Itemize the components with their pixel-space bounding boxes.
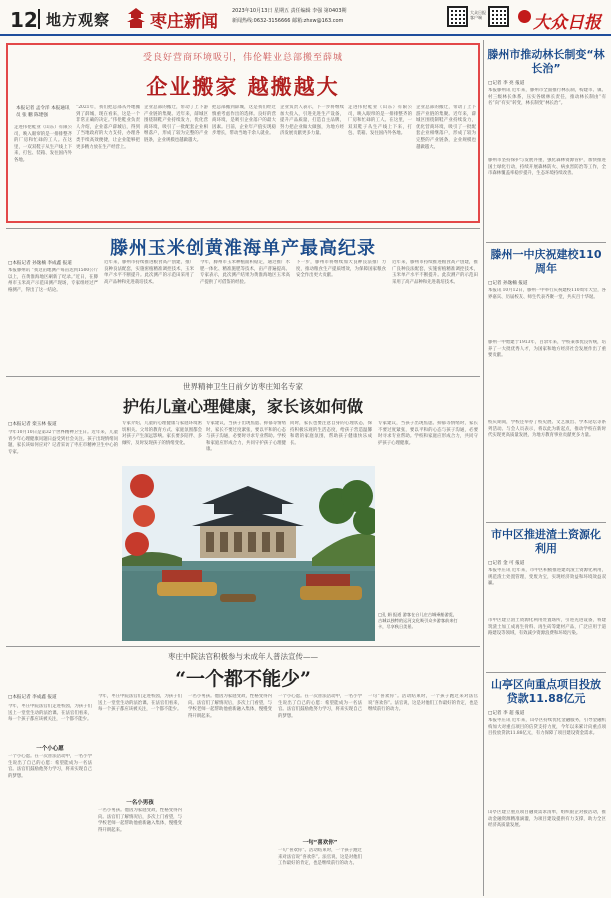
divider [6, 376, 480, 377]
qr-code-icon [447, 6, 468, 27]
rcol4-headline[interactable]: 山亭区向重点项目投放贷款11.88亿元 [491, 678, 601, 705]
story2-col-1: 本报滕州讯 “我这亩地测产每亩达到1500公斤以上，在黄淮海地区刷新了纪录。”近日，在滕州市玉米高产示范田测产现场，专家组经过严格测产，得出了这一结论。 [8, 268, 98, 293]
lead-headline: 企业搬家 越搬越大 [146, 75, 340, 99]
canal-scene-image [122, 466, 375, 641]
rcol3-body-2: 市中区建立渣土资源化利用处置场所，引进先进设备，将建筑渣土加工成再生骨料、再生砖等建材产品，广泛应用于道路建设等领域，有效减少资源浪费和环境污染。 [488, 618, 606, 637]
rcol4-body: 本报枣庄讯 近年来，山亭区持续优化金融服务，引导金融机构加大对重点项目的信贷支持力度，今年以来累计向重点项目投放贷款11.88亿元，有力保障了项目建设资金需求。 [488, 718, 606, 737]
rcol3-headline[interactable]: 市中区推进渣土资源化利用 [491, 528, 601, 555]
divider [6, 646, 480, 647]
lead-story[interactable] [6, 43, 480, 223]
lead-col-3: 企业总部的搬迁，带动了上下游产业链的集聚。近年来，薛城区围绕制鞋产业持续发力，优化营商环境，吸引了一批配套企业相继落户，形成了较为完整的产业链条，企业规模也越做越大。 [144, 105, 208, 143]
rcol2-byline: □记者 孙逸楠 报道 [488, 281, 528, 286]
story2-headline[interactable]: 滕州玉米创黄淮海单产最高纪录 [110, 238, 376, 259]
divider [486, 522, 606, 523]
lead-col-5: 企业负责人表示，下一步将继续加大投入，引进先进生产设备，提升产品质量，打造自主品牌，努力把企业做大做强，为地方经济发展贡献更多力量。 [280, 105, 344, 137]
page-number: 12 [10, 8, 38, 32]
pagoda-icon [125, 7, 147, 29]
story4-kicker: 枣庄中院法官积极参与未成年人普法宣传—— [168, 652, 318, 661]
page-header [0, 0, 611, 36]
lead-col-6: 走进伟伦鞋业（山东）有限公司，映入眼帘的是一排排整齐的厂房和忙碌的工人。在这里，一双双鞋子从生产线上下来，打包、装箱、发往国内外各地。 [348, 105, 412, 137]
rcol2-headline[interactable]: 滕州一中庆祝建校110周年 [490, 248, 602, 275]
issue-meta: 2023年10月13日 星期五 责任编辑 李强 第0403期 [232, 8, 347, 14]
rcol3-byline: □记者 金 可 报道 [488, 561, 525, 566]
story2-byline: □本报记者 孙逸楠 李成鑫 报道 [8, 261, 72, 266]
rcol2-body: 本报讯 10月12日，滕州一中举行庆祝建校110周年大会，各界嘉宾、历届校友、师生代表齐聚一堂，共庆百十华诞。 [488, 288, 606, 300]
story3-col-4: 同时，家长也要注意自身的心理状态，保持积极乐观的生活态度，给孩子营造温馨和谐的家庭氛围，帮助孩子健康快乐成长。 [290, 421, 372, 446]
story3-headline[interactable]: 护佑儿童心理健康，家长该如何做 [122, 397, 363, 416]
rcol1-byline: □记者 李 亮 报道 [488, 81, 525, 86]
lead-col-2: “2021年，我们把总部从外地搬到了薛城，现在看来，这是一个非常正确的决定。”伟伦鞋业负责人介绍，企业落户薛城后，得到了当地政府的大力支持，办理各类手续高效便捷，让企业能够把更多精力放在生产经营上。 [76, 105, 140, 150]
story3-col-2: 专家介绍，儿童的心理健康与家庭环境密切相关。父母的教育方式、家庭氛围都会对孩子产生深远影响。家长要多陪伴、多倾听，及时发现孩子的情绪变化。 [122, 421, 202, 446]
masthead: 大众日报 [533, 13, 601, 33]
story4-col-2: 今年，枣庄中院法官们走进校园，为孩子们送上一堂堂生动的法治课。在法官们看来，每一个孩子都应该被关注，一个都不能少。 [98, 694, 182, 713]
column-divider [483, 40, 484, 896]
divider [6, 228, 480, 229]
story3-kicker: 世界精神卫生日前夕访枣庄知名专家 [183, 382, 303, 391]
lead-col-7: 企业总部的搬迁，带动了上下游产业链的集聚。近年来，薛城区围绕制鞋产业持续发力，优化营商环境，吸引了一批配套企业相继落户，形成了较为完整的产业链条，企业规模也越做越大。 [416, 105, 476, 150]
story2-col-3: 今年，滕州市玉米种植面积稳定，通过推广水肥一体化、精准施肥等技术，亩产普遍提高。专家表示，此次测产结果为黄淮海地区玉米高产提供了可借鉴的经验。 [200, 260, 290, 285]
story4-byline: □本报记者 李成鑫 报道 [8, 695, 57, 700]
lead-col-4: 把总部搬到薛城，这是我们经过慎重考虑作出的选择。良好的营商环境，是吸引企业落户的最大因素。目前，企业年产值实现稳步增长，带动当地千余人就业。 [212, 105, 276, 137]
story3-byline: □本报记者 栾玉林 报道 [8, 422, 57, 427]
rcol4-byline: □记者 李 超 报道 [488, 711, 525, 716]
rcol1-body-2: 滕州市坚持保护与发展并重，强化森林资源管护，加快推进国土绿化行动，持续开展森林防火、病虫害防治等工作，全市森林覆盖率稳步提升，生态环境持续改善。 [488, 158, 606, 177]
divider [486, 672, 606, 673]
story2-col-4: 下一步，滕州市将继续加大良种良法推广力度，推动粮食生产提质增效，为保障国家粮食安全作出更大贡献。 [296, 260, 386, 279]
rcol1-headline[interactable]: 滕州市推动林长制变“林长治” [487, 48, 605, 75]
story4-col-2b: 一名小男孩。他因为家庭变故，性格变得内向。法官们了解情况后，多次上门看望，与学校老师一起帮助他重新融入集体，慢慢变得开朗起来。 [98, 808, 182, 833]
story4-subhead-2: 一名小男孩 [126, 800, 154, 806]
story4-subhead-1: 一个小心愿 [36, 746, 64, 752]
story2-col-5: 近年来，滕州市持续推进粮食高产创建，推广良种良法配套，实施密植精准调控技术，玉米单产水平不断提升。此次测产的示范田采用了高产品种和先进栽培技术。 [392, 260, 478, 285]
story3-col-1: 今年10月10日是第32个世界精神卫生日。近年来，儿童青少年心理健康问题日益受到社会关注。孩子出现情绪问题，家长该如何应对？记者采访了枣庄市精神卫生中心的专家。 [8, 430, 118, 455]
divider [486, 242, 606, 243]
story4-col-5: 一句“喜欢你”。活动结束时，一个孩子跑过来对法官说“喜欢你”。法官说，这是对他们工作最好的肯定，也是继续前行的动力。 [368, 694, 478, 713]
qr-label: 大众日报客户端 [470, 10, 486, 20]
contact-meta: 新闻热线:0632-3156666 邮箱:zhxw@163.com [232, 18, 344, 24]
story2-col-2: 近年来，滕州市持续推进粮食高产创建，推广良种良法配套，实施密植精准调控技术，玉米单产水平不断提升。此次测产的示范田采用了高产品种和先进栽培技术。 [104, 260, 194, 285]
emblem-icon [518, 10, 531, 23]
photo-caption: □孔 娟 报道 游客在台儿庄古城乘船游览，古城以独特的运河文化吸引众多游客前来打卡，尽享秋日美景。 [378, 612, 458, 629]
news-photo [122, 466, 375, 641]
story4-col-4: 一个小心愿。在一次普法活动中，一名小学生说出了自己的心愿：希望能成为一名法官。法官们鼓励他努力学习，将来实现自己的梦想。 [278, 694, 362, 719]
story4-headline[interactable]: “一个都不能少” [175, 668, 311, 690]
rcol3-body: 本报枣庄讯 近年来，市中区积极推进建筑渣土资源化利用，规范渣土处置管理，变废为宝，实现经济效益和环境效益双赢。 [488, 568, 606, 587]
story3-col-5: 专家建议，当孩子出现焦虑、抑郁等情绪时，家长不要过度紧张，要以平和的心态与孩子沟通，必要时寻求专业帮助。学校和家庭应形成合力，共同守护孩子心理健康。 [378, 421, 478, 446]
story3-col-3: 专家建议，当孩子出现焦虑、抑郁等情绪时，家长不要过度紧张，要以平和的心态与孩子沟通，必要时寻求专业帮助。学校和家庭应形成合力，共同守护孩子心理健康。 [206, 421, 286, 453]
lead-kicker: 受良好营商环境吸引，伟伦鞋业总部搬至薛城 [142, 53, 343, 63]
rcol4-body-2: 山亭区建立重点项目融资需求清单，组织银企对接活动，推动金融资源精准滴灌，为项目建设提供有力支撑，助力全区经济高质量发展。 [488, 810, 606, 829]
story4-col-1: 一个小心愿。在一次普法活动中，一名小学生说出了自己的心愿：希望能成为一名法官。法官们鼓励他努力学习，将来实现自己的梦想。 [8, 754, 92, 779]
story4-subhead-3: 一句“喜欢你” [302, 840, 338, 846]
section-brand: 枣庄新闻 [150, 12, 218, 32]
story4-col-3: 一名小男孩。他因为家庭变故，性格变得内向。法官们了解情况后，多次上门看望，与学校老师一起帮助他重新融入集体，慢慢变得开朗起来。 [188, 694, 272, 719]
qr-code-icon [488, 6, 509, 27]
lead-col-1: 走进伟伦鞋业（山东）有限公司，映入眼帘的是一排排整齐的厂房和忙碌的工人。在这里，一双双鞋子从生产线上下来，打包、装箱、发往国内外各地。 [14, 125, 72, 163]
lead-byline: 本报记者 孟令洋 本报通讯员 张 鹏 陈建强 [16, 106, 70, 118]
rcol2-body-2: 滕州一中始建于1913年，百余年来，学校秉承优良传统，培养了一大批优秀人才，为国家和地方经济社会发展作出了重要贡献。 [488, 340, 606, 359]
rcol1-body: 本报滕州讯 近年来，滕州市全面推行林长制，构建市、镇、村三级林长体系，压实各级林长责任，推动林长制由“有名”向“有实”转变，林长制变“林长治”。 [488, 88, 606, 107]
header-divider [38, 9, 40, 29]
rcol2-body-3: 校庆期间，学校还举办了校史展、文艺演出、学术论坛等系列活动。与会人员表示，将以此为新起点，推动学校在新时代实现更高质量发展，为地方教育事业贡献更多力量。 [488, 420, 606, 439]
story4-intro: 今年，枣庄中院法官们走进校园，为孩子们送上一堂堂生动的法治课。在法官们看来，每一个孩子都应该被关注，一个都不能少。 [8, 704, 92, 723]
section-name: 地方观察 [46, 11, 111, 29]
story4-col-4b: 一句“喜欢你”。活动结束时，一个孩子跑过来对法官说“喜欢你”。法官说，这是对他们工作最好的肯定，也是继续前行的动力。 [278, 848, 362, 867]
